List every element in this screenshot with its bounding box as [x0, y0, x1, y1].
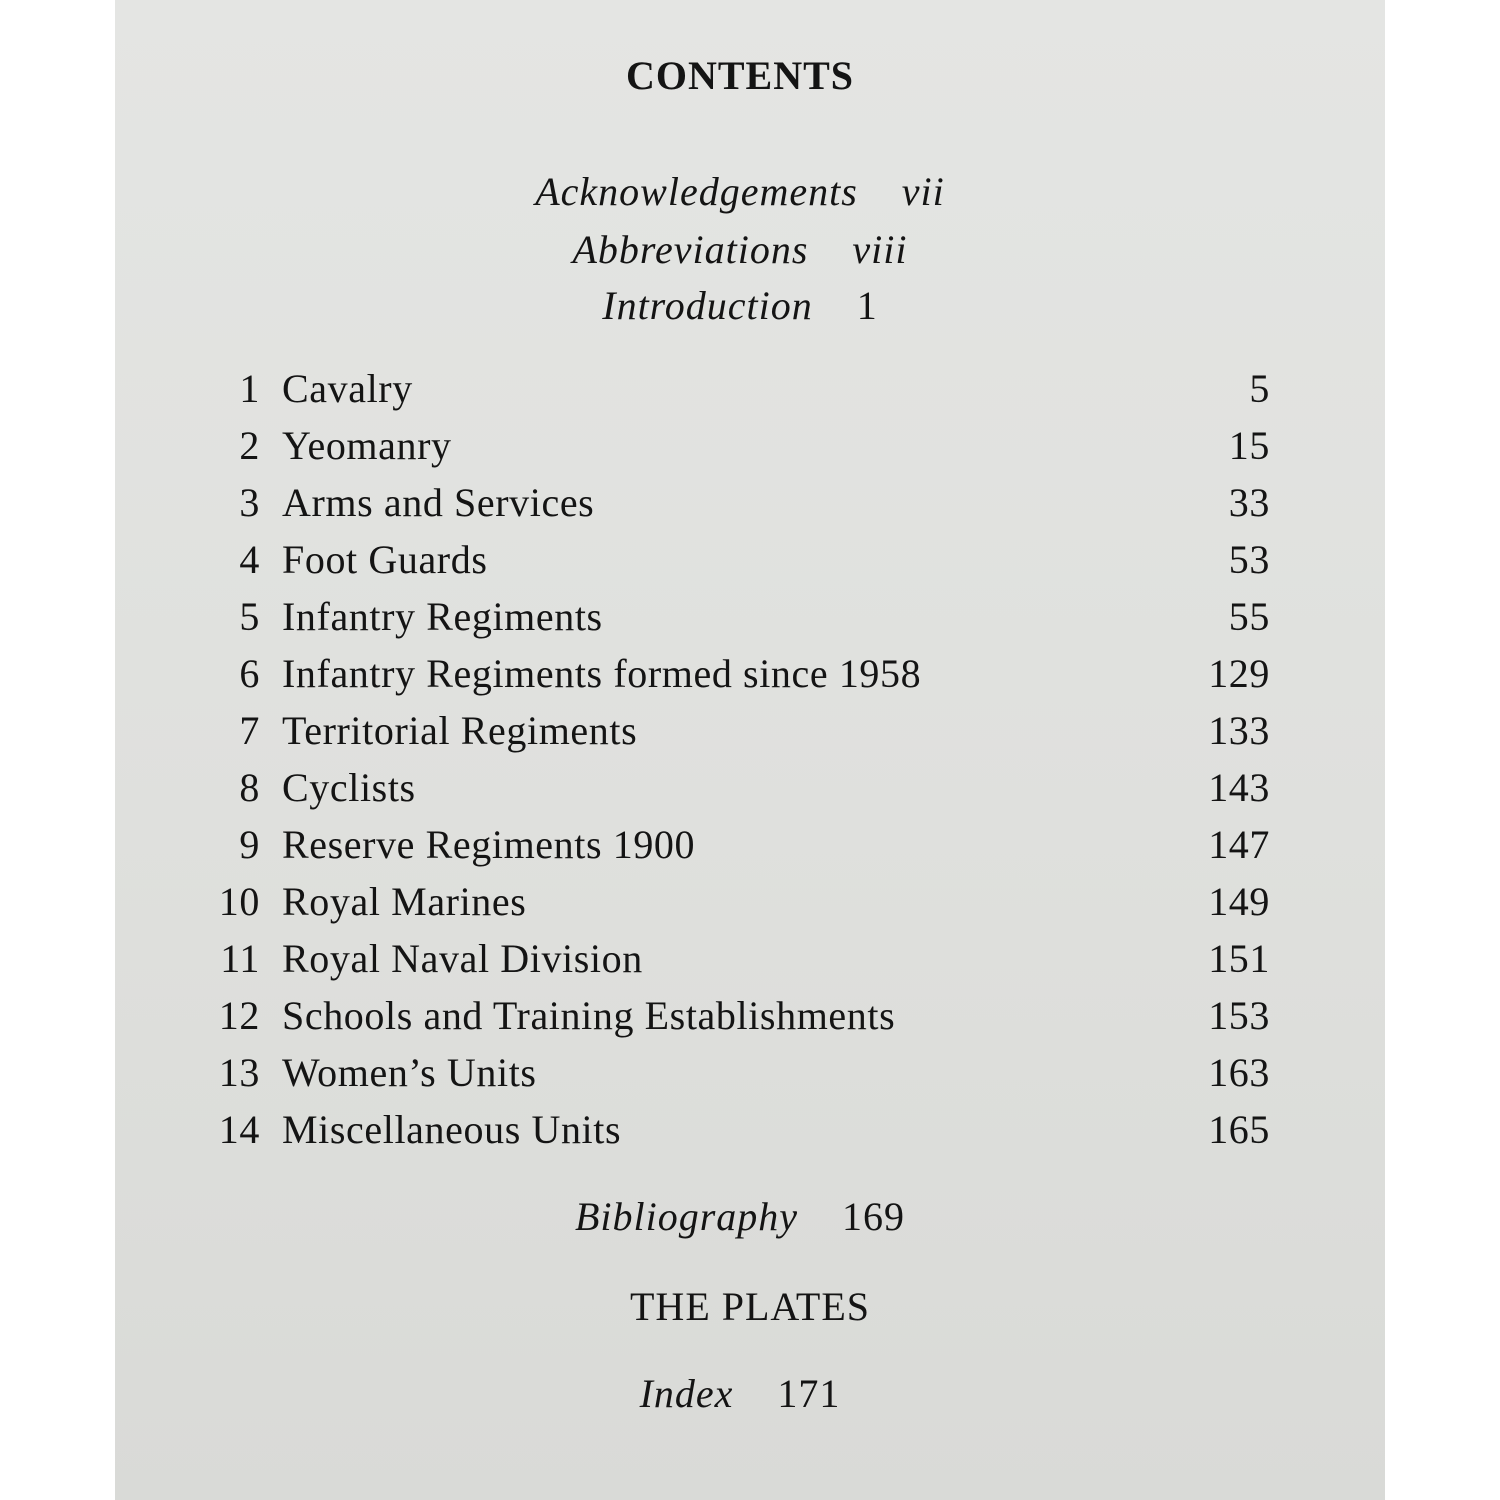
chapter-entry — [205, 764, 1270, 821]
chapter-page: 143 — [1208, 765, 1270, 810]
chapter-page: 55 — [1228, 594, 1270, 639]
chapter-page: 5 — [1249, 366, 1270, 411]
chapter-page: 149 — [1208, 879, 1270, 924]
back-matter-label: Index — [639, 1371, 734, 1416]
chapter-entry — [205, 650, 1270, 707]
chapter-title: Arms and Services — [282, 480, 595, 525]
plates-heading: THE PLATES — [630, 1284, 870, 1329]
chapter-page: 153 — [1208, 993, 1270, 1038]
chapter-page: 15 — [1228, 423, 1270, 468]
chapter-number: 7 — [239, 708, 260, 753]
chapter-number: 5 — [239, 594, 260, 639]
front-matter-page: vii — [901, 169, 945, 214]
chapter-title: Royal Marines — [282, 879, 527, 924]
chapter-number: 10 — [218, 879, 260, 924]
front-matter-label: Abbreviations — [572, 227, 809, 272]
chapter-entry — [205, 992, 1270, 1049]
contents-title: CONTENTS — [625, 53, 855, 98]
front-matter-label: Acknowledgements — [535, 169, 858, 214]
chapter-number: 9 — [239, 822, 260, 867]
chapter-entry — [205, 1106, 1270, 1163]
chapter-entry — [205, 935, 1270, 992]
front-matter-page: viii — [852, 227, 908, 272]
chapter-number: 3 — [239, 480, 260, 525]
chapter-number: 14 — [218, 1107, 260, 1152]
chapter-page: 151 — [1208, 936, 1270, 981]
chapter-title: Schools and Training Establishments — [282, 993, 896, 1038]
front-matter-label: Introduction — [602, 283, 813, 328]
chapter-title: Cyclists — [282, 765, 416, 810]
chapter-page: 33 — [1228, 480, 1270, 525]
chapter-page: 129 — [1208, 651, 1270, 696]
front-matter-acknowledgements — [115, 168, 1365, 215]
chapter-page: 147 — [1208, 822, 1270, 867]
chapter-entry — [205, 707, 1270, 764]
back-matter-bibliography — [115, 1193, 1365, 1240]
back-matter-label: Bibliography — [574, 1194, 799, 1239]
chapter-number: 12 — [218, 993, 260, 1038]
back-matter-page: 171 — [777, 1371, 841, 1416]
front-matter-abbreviations — [115, 226, 1365, 273]
chapter-entry — [205, 365, 1270, 422]
back-matter-index — [115, 1370, 1365, 1417]
chapter-number: 11 — [220, 936, 260, 981]
book-page — [115, 0, 1385, 1500]
chapter-number: 2 — [239, 423, 260, 468]
chapter-page: 53 — [1228, 537, 1270, 582]
chapter-number: 1 — [239, 366, 260, 411]
chapter-page: 165 — [1208, 1107, 1270, 1152]
chapter-title: Reserve Regiments 1900 — [282, 822, 696, 867]
chapter-title: Foot Guards — [282, 537, 488, 582]
chapter-number: 6 — [239, 651, 260, 696]
chapter-title: Territorial Regiments — [282, 708, 638, 753]
chapter-title: Infantry Regiments — [282, 594, 603, 639]
chapter-entry — [205, 422, 1270, 479]
chapter-entry — [205, 821, 1270, 878]
chapter-number: 8 — [239, 765, 260, 810]
chapter-entry — [205, 1049, 1270, 1106]
front-matter-introduction — [115, 282, 1365, 329]
chapter-page: 163 — [1208, 1050, 1270, 1095]
chapter-entry — [205, 536, 1270, 593]
chapter-title: Yeomanry — [282, 423, 452, 468]
chapter-title: Royal Naval Division — [282, 936, 643, 981]
chapter-entry — [205, 878, 1270, 935]
front-matter-page: 1 — [856, 283, 878, 328]
chapter-title: Cavalry — [282, 366, 413, 411]
chapter-title: Miscellaneous Units — [282, 1107, 622, 1152]
chapter-entry — [205, 479, 1270, 536]
chapter-title: Infantry Regiments formed since 1958 — [282, 651, 922, 696]
chapter-entry — [205, 593, 1270, 650]
chapter-title: Women’s Units — [282, 1050, 537, 1095]
chapter-list — [205, 365, 1270, 1163]
chapter-number: 13 — [218, 1050, 260, 1095]
back-matter-page: 169 — [842, 1194, 906, 1239]
chapter-number: 4 — [239, 537, 260, 582]
chapter-page: 133 — [1208, 708, 1270, 753]
